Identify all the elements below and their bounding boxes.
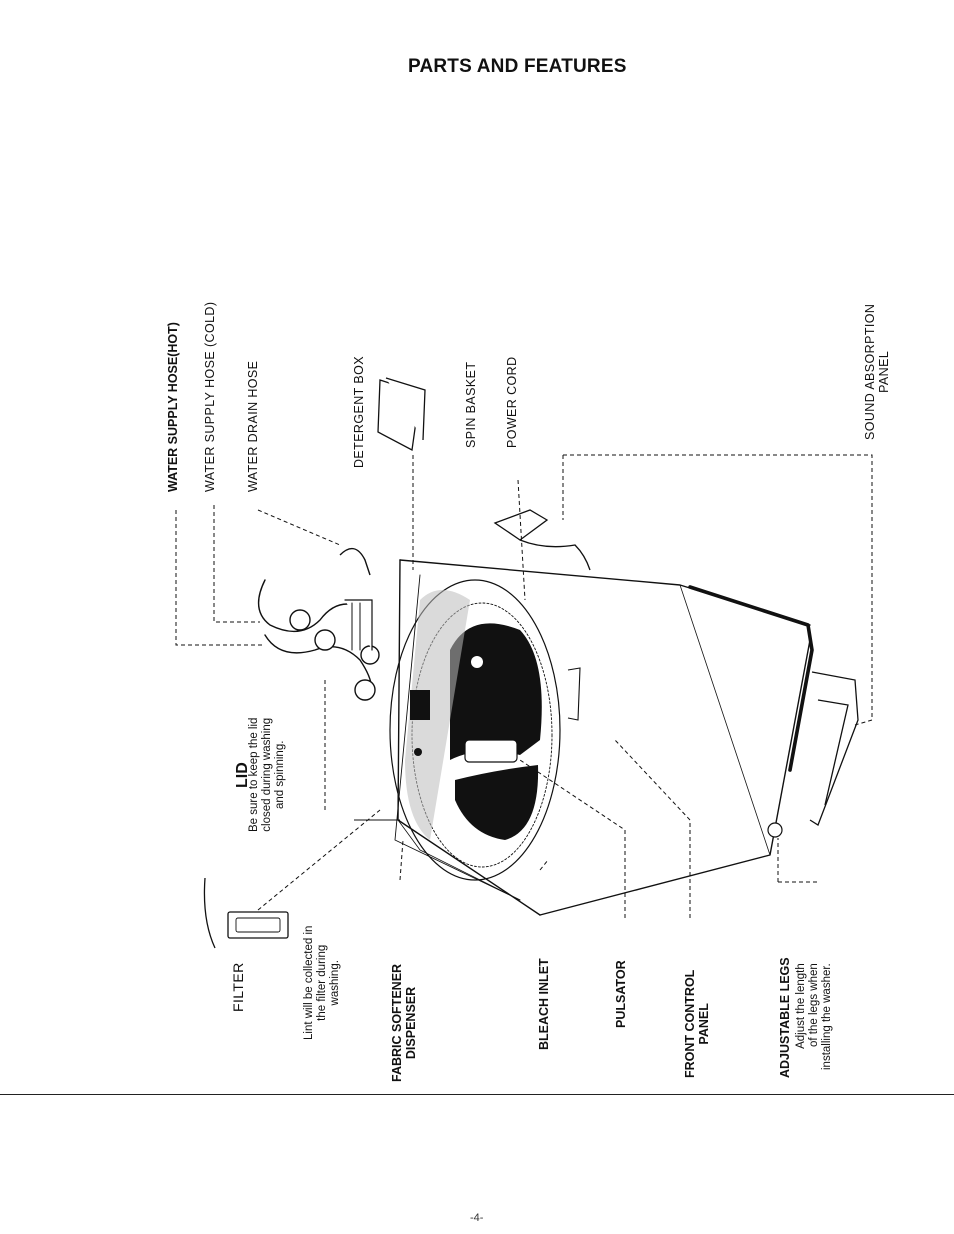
label-spin-basket: SPIN BASKET (464, 361, 478, 448)
page-divider (0, 1094, 954, 1095)
label-front-control-line1: FRONT CONTROL (683, 969, 697, 1078)
label-filter: FILTER (230, 962, 246, 1012)
adjustable-leg-shape (768, 823, 782, 837)
filter-description (303, 926, 343, 1040)
leader-bleach-inlet (540, 860, 548, 870)
page-title: PARTS AND FEATURES (408, 56, 627, 77)
lid-desc-line2: closed during washing (261, 717, 274, 832)
leader-water-drain (258, 510, 340, 545)
leader-fabric-softener (400, 840, 403, 880)
label-water-supply-hose-hot: WATER SUPPLY HOSE(HOT) (166, 322, 180, 492)
label-water-supply-hose-cold: WATER SUPPLY HOSE (COLD) (203, 301, 217, 492)
label-fabric-softener-line2: DISPENSER (404, 986, 419, 1060)
lid-description (248, 718, 288, 832)
spin-basket-lower (455, 765, 538, 840)
label-fabric-softener-line1: FABRIC SOFTENER (390, 963, 404, 1082)
label-sound-absorption-panel (863, 304, 892, 440)
control-panel-slot (568, 668, 580, 720)
label-adjustable-legs-title: ADJUSTABLE LEGS (778, 957, 792, 1078)
pulsator-shape (465, 740, 517, 762)
filter-desc-line2: the filter during (316, 944, 329, 1021)
lid-desc-line3: and spinning. (274, 740, 287, 809)
label-sound-absorption-line1: SOUND ABSORPTION (863, 303, 877, 440)
legs-desc-line2: of the legs when (808, 963, 821, 1047)
filter-desc-line1: Lint will be collected in (303, 925, 315, 1040)
leader-water-supply-hot (176, 510, 265, 645)
filter-desc-line3: washing. (329, 960, 342, 1006)
label-detergent-box: DETERGENT BOX (352, 356, 366, 468)
leader-water-supply-cold (214, 505, 260, 622)
label-bleach-inlet: BLEACH INLET (537, 958, 551, 1050)
page-number: -4- (470, 1212, 484, 1224)
label-fabric-softener-dispenser (390, 964, 419, 1082)
leader-front-control (615, 740, 690, 918)
legs-desc-line3: installing the washer. (821, 963, 834, 1070)
legs-desc-line1: Adjust the length (795, 963, 807, 1049)
label-sound-absorption-line2: PANEL (877, 350, 892, 393)
lid-desc-line1: Be sure to keep the lid (248, 717, 260, 832)
label-front-control-panel (683, 970, 712, 1078)
label-lid-title: LID (234, 762, 251, 788)
label-power-cord: POWER CORD (505, 356, 519, 448)
sound-absorption-panel (810, 672, 858, 825)
washer-bottom-edge (540, 640, 810, 915)
label-front-control-line2: PANEL (697, 1003, 712, 1045)
label-pulsator: PULSATOR (614, 960, 628, 1028)
drain-hose-hook (340, 549, 370, 575)
washer-side-panel (680, 585, 770, 855)
label-adjustable-legs (778, 957, 792, 1078)
label-water-drain-hose: WATER DRAIN HOSE (246, 360, 260, 492)
washer-front-edge-thick (690, 587, 812, 770)
adjustable-legs-description (795, 963, 835, 1070)
